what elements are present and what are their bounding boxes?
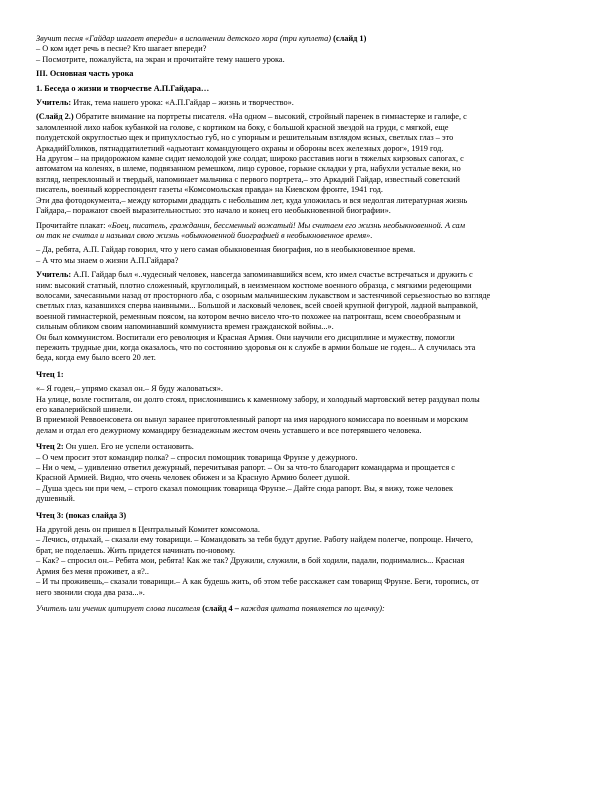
- slide-1-label: (слайд 1): [331, 34, 367, 43]
- subsection-heading: 1. Беседа о жизни и творчестве А.П.Гайдара…: [36, 83, 210, 93]
- reader-3-text: На другой день он пришел в Центральный Комитет комсомола. – Лечись, отдыхай, – сказали ему товарищи. – Командовать за тебя будут другие. Работу найдем полегче, попроще. Ничего, брат, не поделаешь. Жить придется начинать по-новому. – Как? – спросил он.– Ребята мои, ребята! Как же так? Дружили, служили, в бой ходили, падали, поднимались... Красная Армия без меня проживет, а я?.. – И ты проживешь,– сказали товарищи.– А как будешь жить, об этом тебе расскажет сам товарищ Фрунзе. Беги, торопись, от него звонили сюда два раза...».: [36, 525, 479, 597]
- teacher-label: Учитель:: [36, 98, 72, 108]
- reader-3-heading: Чтец 3: (показ слайда 3): [36, 510, 127, 520]
- intro-instruction: – Посмотрите, пожалуйста, на экран и прочитайте тему нашего урока.: [36, 54, 285, 64]
- slide-2-label: (Слайд 2.): [36, 112, 74, 122]
- reader-2-text: Чтец 2: Он ушел. Его не успели остановить. – О чем просит этот командир полка? – спросил помощник товарища Фрунзе у дежурного. – Ни о чем, – удивленно ответил дежурный, перечитывая рапорт. – Он за что-то благодарит командарма и прощается с Красной Армией. Видно, что очень человек обижен и за Красную Армию болеет душой. – Душа здесь ни при чем, – строго сказал помощник товарища Фрунзе.– Дайте сюда рапорт. Вы, я вижу, тоже человек душевный.: [36, 442, 455, 504]
- footer-instruction: Учитель или ученик цитирует слова писателя (слайд 4 – каждая цитата появляется по щелчку):: [36, 603, 385, 613]
- dialog-block: – Да, ребята, А.П. Гайдар говорил, что у него самая обыкновенная биография, но в необыкновенное время. – А что мы знаем о жизни А.П.Гайдара?: [36, 245, 416, 265]
- poster-paragraph: Прочитайте плакат: «Боец, писатель, гражданин, бессменный вожатый! Мы считаем его жизнь необыкновенной. А сам он так не считал и называл свою жизнь «обыкновенной биографией в необыкновенное время».: [36, 220, 465, 240]
- poster-quote: «Боец, писатель, гражданин, бессменный вожатый! Мы считаем его жизнь необыкновенной. А сам: [107, 220, 465, 230]
- section-heading: III. Основная часть урока: [36, 69, 134, 79]
- reader-1-text: «– Я годен,– упрямо сказал он.– Я буду жаловаться». На улице, возле госпиталя, он долго стоял, прислонившись к каменному забору, и холодный мартовский ветер раздувал полы его кавалерийской шинели. В приемной Реввоенсовета он вынул заранее приготовленный рапорт на имя народного комиссара по военным и морским делам и отдал его дежурному командиру безнадежным жестом очень уставшего и все потерявшего человека.: [36, 384, 480, 435]
- intro-question: – О ком идет речь в песне? Кто шагает впереди?: [36, 44, 207, 54]
- slide-4-label: (слайд 4 –: [200, 603, 241, 613]
- song-description: Звучит песня «Гайдар шагает впереди» в исполнении детского хора (три куплета): [36, 34, 332, 43]
- teacher-biography: Учитель: А.П. Гайдар был «..чудесный человек, навсегда запоминавшийся всем, кто имел счастье встречаться и дружить с ним: высокий статный, плотно сложенный, круглолицый, в неизменном костюме военного образца, с мягкими редеющими волосами, зачесанными назад от просторного лба, с озорным мальчишеским лукавством и застенчивой серьезностью во взгляде светлых глаз, казавшихся сперва наивными... Большой и ласковый человек, всей своей крупной фигурой, ладной выправкой, военной гимнастеркой, ременным поясом, на котором вечно висело что-то похожее на патронташ, всем своеобразным и сильным обликом своим напоминавший коммуниста времен гражданской войны...». Он был коммунистом. Воспитали его революция и Красная Армия. Они научили его дисциплине и мужеству, помогли пережить трудные дни, когда оказалось, что по состоянию здоровья он к службе в армии больше не годен... А случилась эта беда, когда ему было всего 20 лет.: [36, 270, 491, 363]
- intro-song-line: [36, 34, 576, 44]
- slide-2-paragraph: (Слайд 2.) Обратите внимание на портреты писателя. «На одном – высокий, стройный паренек в гимнастерке и галифе, с заломленной лихо набок кубанкой на голове, с кортиком на боку, с большой красной звездой на груди, с мягкой, еще полудетской округлостью щек и припухлостью губ, но с упорным и решительным взглядом ясных, светлых глаз – это АркадийГоликов, пятнадцатилетний «адъютант командующего охраны и обороны всех железных дорог», 1919 год. На другом – на придорожном камне сидит немолодой уже солдат, широко расставив ноги в тяжелых кирзовых сапогах, с автоматом на коленях, в шлеме, подвязанном ремешком, лицо суровое, горькие складки у рта, набухли усталые веки, но взгляд, непреклонный и твердый, напоминает мальчика с первого портрета,– это Аркадий Гайдар, известный советский писатель, военный корреспондент газеты «Комсомольская правда» на Киевском фронте, 1941 год. Эти два фотодокумента,– между которыми двадцать с небольшим лет, куда уложилась и вся недолгая литературная жизнь Гайдара,– поражают своей выразительностью: это начало и конец его необыкновенной биографии».: [36, 112, 468, 216]
- reader-2-heading: Чтец 2:: [36, 442, 64, 452]
- teacher-intro: Учитель: Итак, тема нашего урока: «А.П.Гайдар – жизнь и творчество».: [36, 98, 294, 108]
- reader-1-heading: Чтец 1:: [36, 369, 64, 379]
- teacher-label: Учитель:: [36, 270, 72, 280]
